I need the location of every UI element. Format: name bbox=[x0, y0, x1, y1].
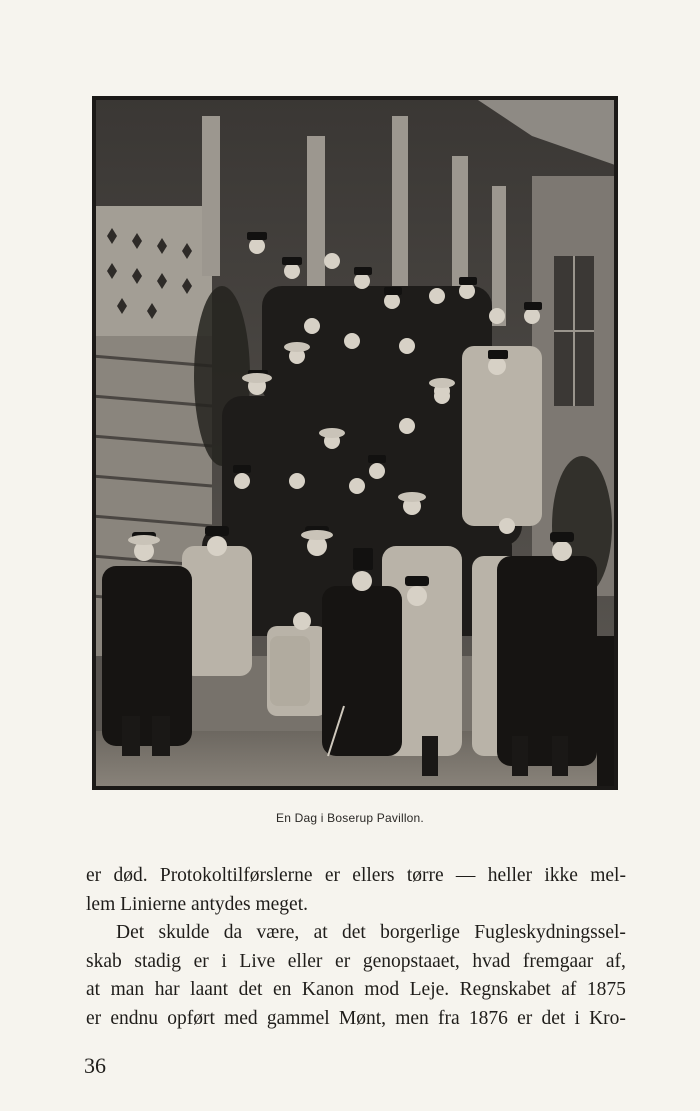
group-photograph bbox=[92, 96, 618, 790]
text-line: er død. Protokoltilførslerne er ellers tørre — heller ikke mel- bbox=[86, 865, 626, 886]
text-line: at man har laant det en Kanon mod Leje. Regnskabet af 1875 bbox=[86, 979, 626, 1000]
text-line: skab stadig er i Live eller er genopstaaet, hvad fremgaar af, bbox=[86, 950, 626, 972]
text-line: er endnu opført med gammel Mønt, men fra 1876 er det i Kro- bbox=[86, 1007, 626, 1029]
text-line: Det skulde da være, at det borgerlige Fugleskydningssel- bbox=[116, 922, 626, 943]
text-line: lem Linierne antydes meget. bbox=[86, 893, 309, 915]
page-number: 36 bbox=[84, 1053, 106, 1078]
photograph-image bbox=[92, 96, 618, 790]
body-text bbox=[86, 862, 626, 1033]
figure-caption: En Dag i Boserup Pavillon. bbox=[276, 811, 424, 825]
